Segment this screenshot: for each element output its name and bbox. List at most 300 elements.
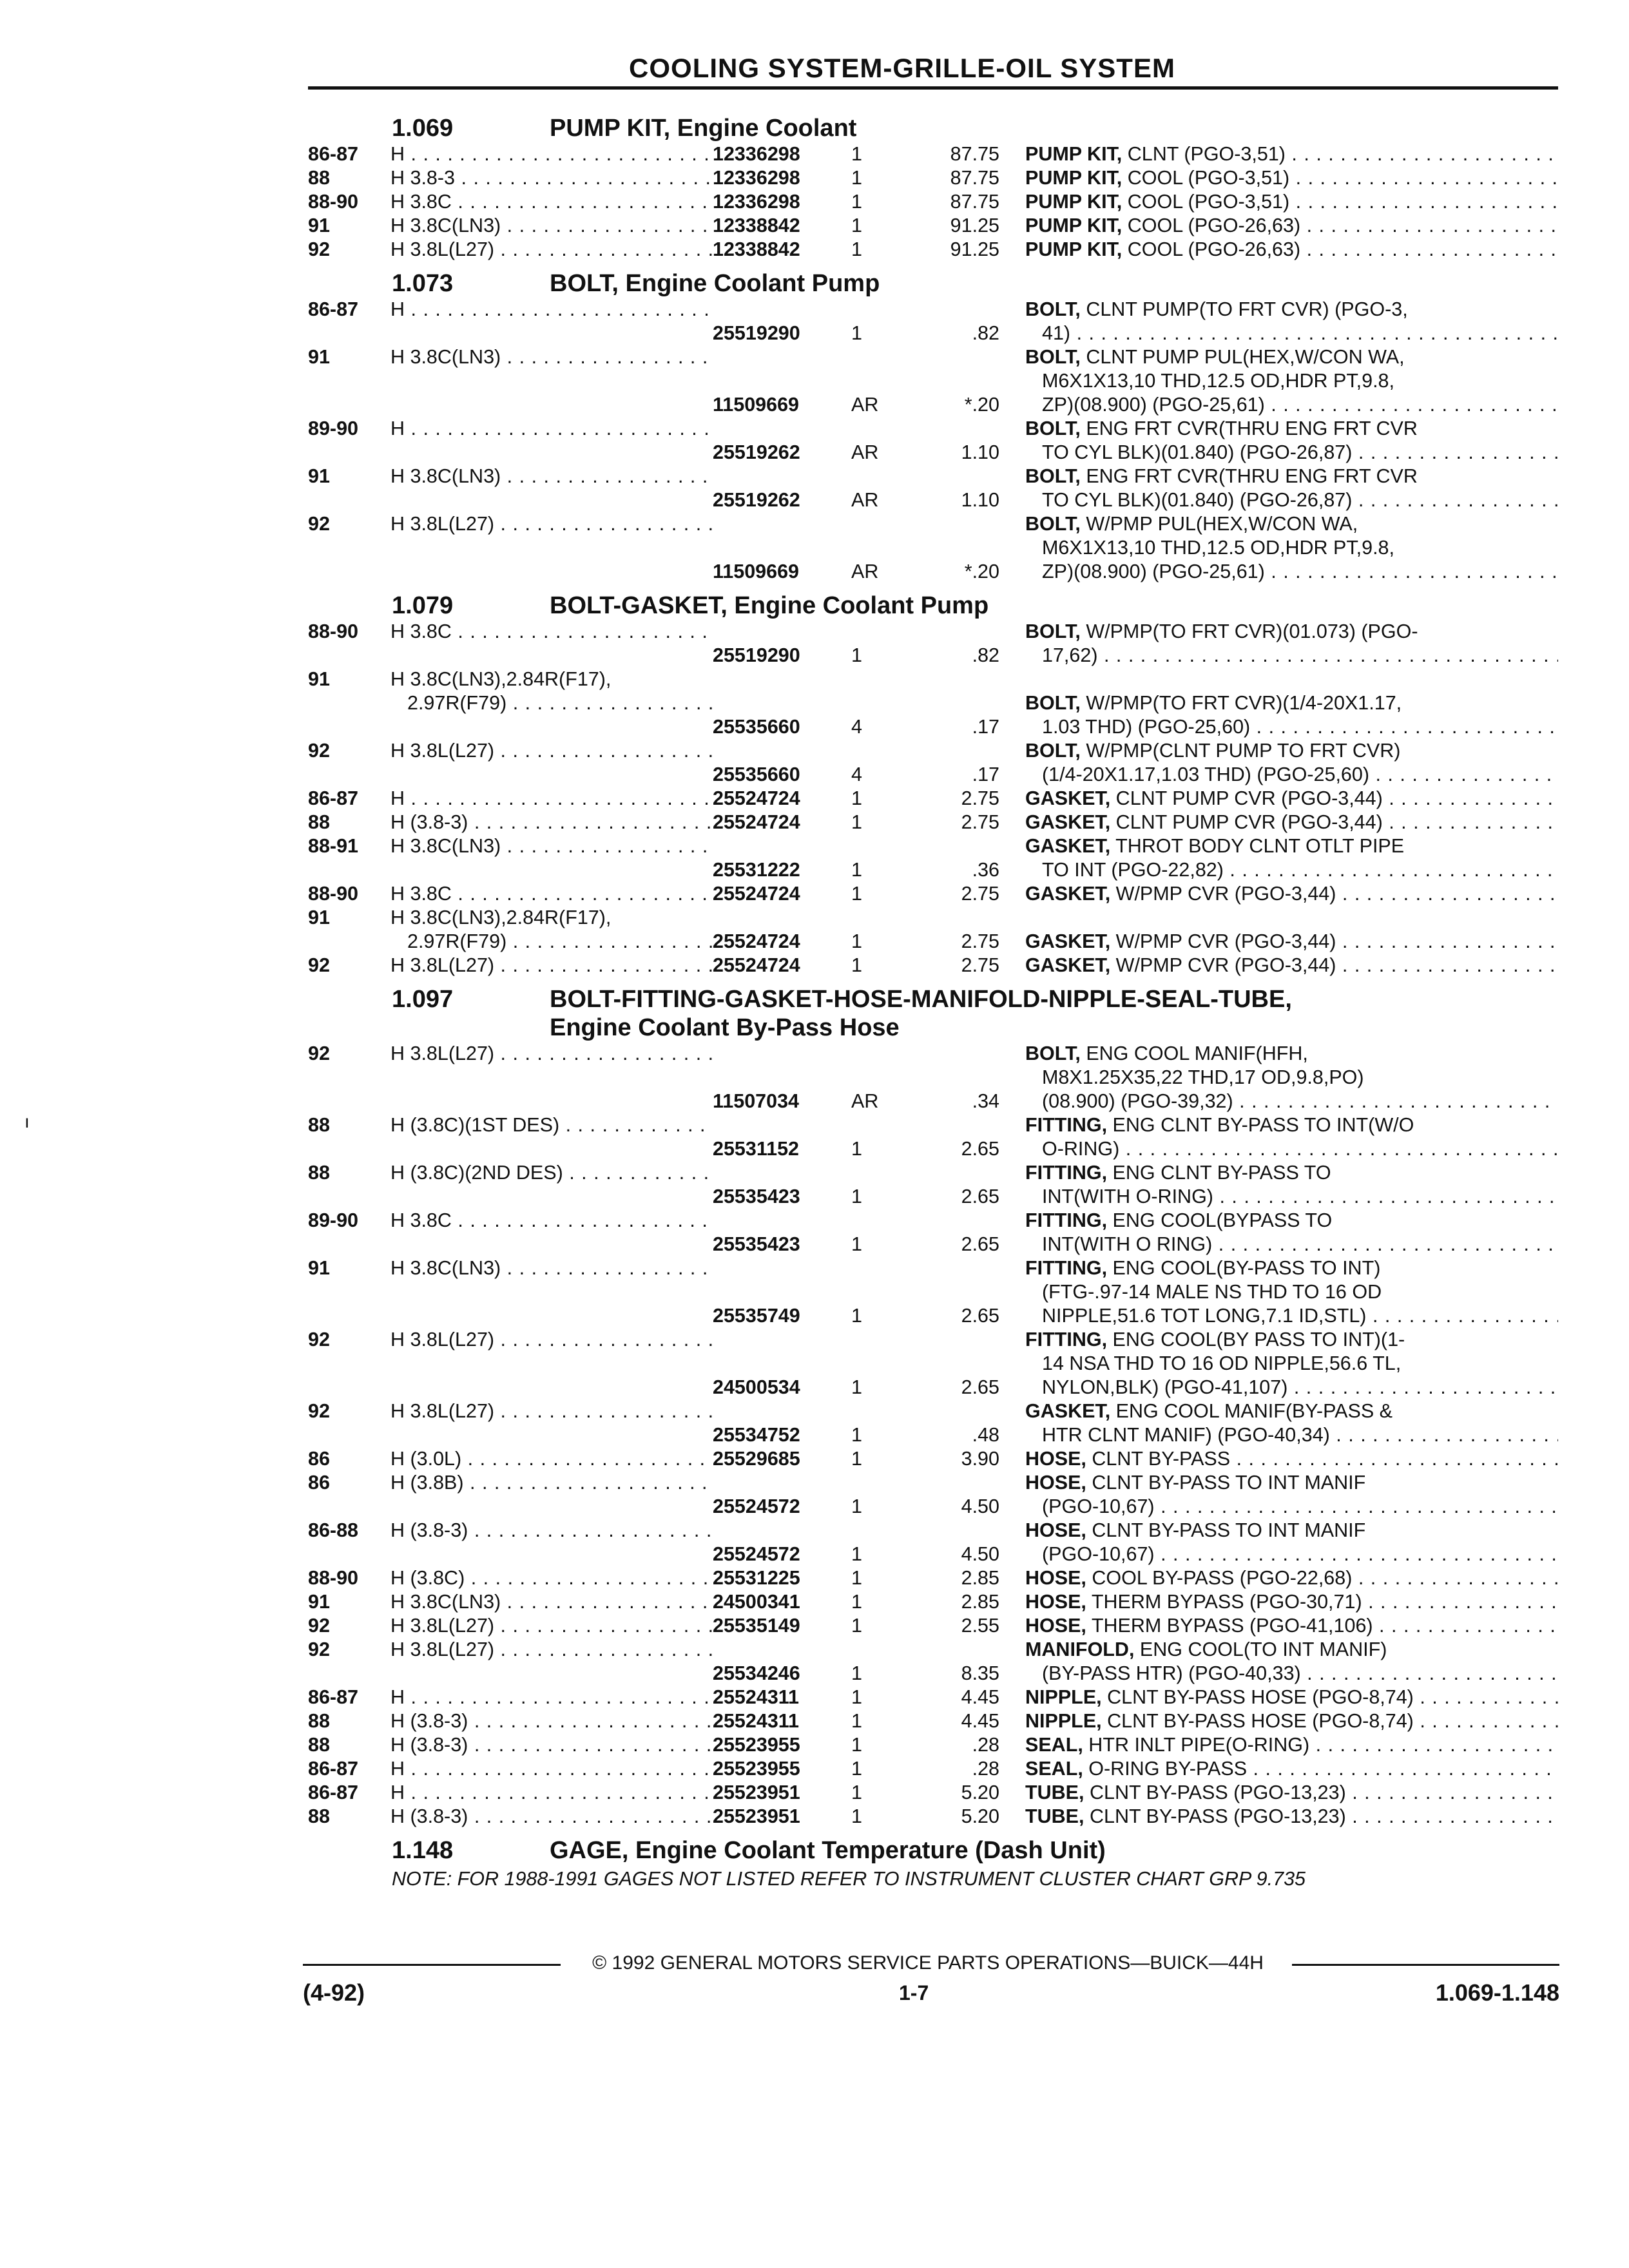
description-cell — [1025, 1328, 1558, 1399]
description-line: HOSE, CLNT BY-PASS TO INT MANIF — [1025, 1472, 1366, 1494]
description-line: 41) . . . — [1025, 322, 1558, 345]
year-cell: 92 — [308, 238, 330, 260]
part-number-cell: 25529685 — [713, 1448, 800, 1470]
price-cell: 87.75 — [950, 143, 999, 165]
year-cell: 86-87 — [308, 298, 359, 320]
quantity-cell: 1 — [851, 167, 862, 189]
model-line: H . . . — [390, 1757, 713, 1781]
quantity-cell: 1 — [851, 1591, 862, 1613]
section-number: 1.097 — [392, 986, 454, 1013]
description-cell — [1025, 739, 1558, 787]
model-line: 2.97R(F79) . . . — [390, 691, 713, 715]
footer-rule-left — [303, 1964, 561, 1966]
margin-mark: ı — [24, 1111, 30, 1131]
part-row — [308, 1805, 1558, 1829]
model-line: H (3.8C)(1ST DES) . . . — [390, 1113, 713, 1137]
part-row — [308, 1686, 1558, 1709]
description-line: NYLON,BLK) (PGO-41,107) . . . — [1025, 1376, 1558, 1399]
description-cell — [1025, 1614, 1558, 1638]
description-line: INT(WITH O RING) . . . — [1025, 1233, 1558, 1256]
description-line: SEAL, HTR INLT PIPE(O-RING) . . . — [1025, 1733, 1558, 1757]
quantity-cell: 1 — [851, 1138, 862, 1160]
description-line: BOLT, CLNT PUMP PUL(HEX,W/CON WA, — [1025, 346, 1405, 368]
description-line: NIPPLE, CLNT BY-PASS HOSE (PGO-8,74) . . . — [1025, 1709, 1558, 1733]
description-line: GASKET, ENG COOL MANIF(BY-PASS & — [1025, 1400, 1393, 1422]
part-number-cell: 25535660 — [713, 764, 800, 785]
description-line: M6X1X13,10 THD,12.5 OD,HDR PT,9.8, — [1042, 537, 1394, 559]
description-line: FITTING, ENG COOL(BYPASS TO — [1025, 1209, 1333, 1231]
part-row — [308, 906, 1558, 954]
year-cell: 89-90 — [308, 1209, 359, 1231]
part-number-cell: 11509669 — [713, 394, 800, 416]
year-cell: 92 — [308, 954, 330, 976]
model-line: H (3.8B) . . . — [390, 1471, 713, 1495]
year-cell: 92 — [308, 1639, 330, 1660]
description-cell — [1025, 882, 1558, 906]
part-number-cell: 25535660 — [713, 716, 800, 738]
description-cell — [1025, 1757, 1558, 1781]
section-title — [308, 591, 1558, 620]
price-cell: .28 — [972, 1734, 999, 1756]
description-line: BOLT, ENG FRT CVR(THRU ENG FRT CVR — [1025, 465, 1418, 487]
price-cell: 91.25 — [950, 215, 999, 236]
description-line: ZP)(08.900) (PGO-25,61) . . . — [1025, 560, 1558, 584]
model-line: H (3.8-3) . . . — [390, 1805, 713, 1829]
model-cell — [390, 190, 713, 214]
model-cell — [390, 620, 713, 644]
description-keyword: FITTING, — [1025, 1114, 1108, 1136]
part-row — [308, 1733, 1558, 1757]
description-keyword: PUMP KIT, — [1025, 215, 1123, 236]
description-keyword: BOLT, — [1025, 418, 1081, 439]
model-cell — [390, 1328, 713, 1352]
model-cell — [390, 1399, 713, 1423]
year-cell: 86 — [308, 1472, 330, 1494]
model-cell — [390, 1471, 713, 1495]
price-cell: 1.10 — [961, 441, 999, 463]
quantity-cell: 1 — [851, 1186, 862, 1207]
price-cell: 4.45 — [961, 1686, 999, 1708]
part-number-cell: 25523951 — [713, 1805, 800, 1827]
part-row — [308, 1519, 1558, 1566]
model-line: H . . . — [390, 787, 713, 811]
description-line: (1/4-20X1.17,1.03 THD) (PGO-25,60) . . . — [1025, 763, 1558, 787]
price-cell: 2.65 — [961, 1305, 999, 1327]
quantity-cell: AR — [851, 489, 879, 511]
section-name — [550, 591, 1558, 620]
description-line: TUBE, CLNT BY-PASS (PGO-13,23) . . . — [1025, 1781, 1558, 1805]
year-cell: 92 — [308, 740, 330, 762]
model-line: H 3.8C(LN3) . . . — [390, 345, 713, 369]
year-cell: 86-87 — [308, 1782, 359, 1803]
description-keyword: HOSE, — [1025, 1591, 1086, 1613]
part-row — [308, 1566, 1558, 1590]
model-line: H 3.8C(LN3) . . . — [390, 834, 713, 858]
description-cell — [1025, 1590, 1558, 1614]
part-number-cell: 11509669 — [713, 561, 800, 582]
model-cell — [390, 1709, 713, 1733]
part-number-cell: 25524724 — [713, 930, 800, 952]
model-line: H 3.8L(L27) . . . — [390, 1042, 713, 1066]
quantity-cell: 1 — [851, 1782, 862, 1803]
model-line: H (3.8-3) . . . — [390, 1709, 713, 1733]
model-cell — [390, 1638, 713, 1662]
price-cell: .82 — [972, 644, 999, 666]
model-cell — [390, 1566, 713, 1590]
description-line: TO INT (PGO-22,82) . . . — [1025, 858, 1558, 882]
part-row — [308, 1161, 1558, 1209]
description-keyword: FITTING, — [1025, 1209, 1108, 1231]
part-row — [308, 214, 1558, 238]
part-number-cell: 25524724 — [713, 883, 800, 905]
description-line: BOLT, W/PMP PUL(HEX,W/CON WA, — [1025, 513, 1358, 535]
description-line: GASKET, CLNT PUMP CVR (PGO-3,44) . . . — [1025, 787, 1558, 811]
description-line: 14 NSA THD TO 16 OD NIPPLE,56.6 TL, — [1042, 1352, 1402, 1374]
description-line: BOLT, W/PMP(TO FRT CVR)(01.073) (PGO- — [1025, 620, 1418, 642]
year-cell: 91 — [308, 1257, 330, 1279]
model-line: H (3.8-3) . . . — [390, 1733, 713, 1757]
price-cell: 2.65 — [961, 1138, 999, 1160]
description-keyword: FITTING, — [1025, 1162, 1108, 1184]
part-number-cell: 25534246 — [713, 1662, 800, 1684]
description-keyword: NIPPLE, — [1025, 1686, 1102, 1708]
description-keyword: BOLT, — [1025, 298, 1081, 320]
model-line: H 3.8C(LN3) . . . — [390, 1256, 713, 1280]
price-cell: 2.65 — [961, 1233, 999, 1255]
part-number-cell: 25524572 — [713, 1495, 800, 1517]
model-line: H . . . — [390, 298, 713, 322]
description-line: PUMP KIT, COOL (PGO-26,63) . . . — [1025, 214, 1558, 238]
model-line: H 3.8L(L27) . . . — [390, 1638, 713, 1662]
description-cell — [1025, 1161, 1558, 1209]
model-line: H (3.0L) . . . — [390, 1447, 713, 1471]
price-cell: .48 — [972, 1424, 999, 1446]
part-row — [308, 512, 1558, 584]
price-cell: 1.10 — [961, 489, 999, 511]
section-name — [550, 985, 1558, 1042]
description-keyword: HOSE, — [1025, 1519, 1086, 1541]
part-number-cell: 25519290 — [713, 644, 800, 666]
description-keyword: GASKET, — [1025, 1400, 1111, 1422]
section-name-line: BOLT, Engine Coolant Pump — [550, 270, 880, 297]
description-keyword: HOSE, — [1025, 1615, 1086, 1637]
description-keyword: NIPPLE, — [1025, 1710, 1102, 1732]
part-row — [308, 739, 1558, 787]
model-line: H 3.8C(LN3) . . . — [390, 465, 713, 488]
description-cell — [1025, 1209, 1558, 1256]
description-cell — [1025, 620, 1558, 668]
quantity-cell: 1 — [851, 1448, 862, 1470]
description-line: PUMP KIT, COOL (PGO-26,63) . . . — [1025, 238, 1558, 262]
description-cell — [1025, 1042, 1558, 1113]
price-cell: 87.75 — [950, 191, 999, 213]
price-cell: 4.45 — [961, 1710, 999, 1732]
price-cell: 2.75 — [961, 787, 999, 809]
description-cell — [1025, 345, 1558, 417]
description-keyword: GASKET, — [1025, 954, 1111, 976]
model-line: H 3.8C(LN3),2.84R(F17), — [390, 907, 612, 928]
price-cell: 5.20 — [961, 1805, 999, 1827]
part-number-cell: 25523955 — [713, 1758, 800, 1780]
price-cell: 5.20 — [961, 1782, 999, 1803]
section-1-073 — [308, 269, 1558, 584]
year-cell: 92 — [308, 1329, 330, 1350]
part-row — [308, 1042, 1558, 1113]
price-cell: 2.85 — [961, 1591, 999, 1613]
footer-copyright: © 1992 GENERAL MOTORS SERVICE PARTS OPERATIONS—BUICK—44H — [592, 1952, 1264, 1974]
description-keyword: HOSE, — [1025, 1567, 1086, 1589]
quantity-cell: AR — [851, 394, 879, 416]
model-cell — [390, 345, 713, 369]
price-cell: 2.55 — [961, 1615, 999, 1637]
part-row — [308, 954, 1558, 977]
section-1-148 — [308, 1836, 1558, 1891]
description-keyword: GASKET, — [1025, 787, 1111, 809]
description-cell — [1025, 1399, 1558, 1447]
price-cell: .28 — [972, 1758, 999, 1780]
model-line: H 3.8C(LN3),2.84R(F17), — [390, 668, 612, 690]
part-row — [308, 238, 1558, 262]
model-cell — [390, 298, 713, 322]
model-cell — [390, 954, 713, 977]
description-line: (FTG-.97-14 MALE NS THD TO 16 OD — [1042, 1281, 1382, 1303]
description-keyword: GASKET, — [1025, 883, 1111, 905]
quantity-cell: 1 — [851, 859, 862, 881]
quantity-cell: 1 — [851, 954, 862, 976]
model-cell — [390, 668, 713, 715]
part-number-cell: 25524311 — [713, 1710, 800, 1732]
part-row — [308, 787, 1558, 811]
description-line: FITTING, ENG CLNT BY-PASS TO — [1025, 1162, 1331, 1184]
description-line: (BY-PASS HTR) (PGO-40,33) . . . — [1025, 1662, 1558, 1686]
description-line: PUMP KIT, CLNT (PGO-3,51) . . . — [1025, 142, 1558, 166]
year-cell: 88 — [308, 1710, 330, 1732]
description-keyword: PUMP KIT, — [1025, 238, 1123, 260]
year-cell: 92 — [308, 1615, 330, 1637]
description-keyword: BOLT, — [1025, 513, 1081, 535]
part-number-cell: 25535149 — [713, 1615, 800, 1637]
description-keyword: BOLT, — [1025, 346, 1081, 368]
description-line: BOLT, ENG FRT CVR(THRU ENG FRT CVR — [1025, 418, 1418, 439]
section-title — [308, 985, 1558, 1042]
description-keyword: PUMP KIT, — [1025, 143, 1123, 165]
footer-rule-right — [1292, 1964, 1559, 1966]
model-cell — [390, 1614, 713, 1638]
description-keyword: BOLT, — [1025, 692, 1081, 714]
quantity-cell: 1 — [851, 930, 862, 952]
part-number-cell: 12336298 — [713, 191, 800, 213]
description-line: HTR CLNT MANIF) (PGO-40,34) . . . — [1025, 1423, 1558, 1447]
quantity-cell: 1 — [851, 143, 862, 165]
description-line: (PGO-10,67) . . . — [1025, 1495, 1558, 1519]
year-cell: 88 — [308, 167, 330, 189]
description-keyword: PUMP KIT, — [1025, 191, 1123, 213]
description-cell — [1025, 787, 1558, 811]
part-row — [308, 417, 1558, 465]
year-cell: 88-90 — [308, 883, 359, 905]
quantity-cell: AR — [851, 561, 879, 582]
description-cell — [1025, 512, 1558, 584]
section-1-079 — [308, 591, 1558, 977]
part-row — [308, 1328, 1558, 1399]
part-number-cell: 12338842 — [713, 215, 800, 236]
footer-page-number: 1-7 — [899, 1981, 929, 2004]
model-cell — [390, 739, 713, 763]
price-cell: .34 — [972, 1090, 999, 1112]
description-line: FITTING, ENG CLNT BY-PASS TO INT(W/O — [1025, 1114, 1414, 1136]
description-line: TO CYL BLK)(01.840) (PGO-26,87) . . . — [1025, 488, 1558, 512]
year-cell: 88 — [308, 811, 330, 833]
model-line: H 3.8L(L27) . . . — [390, 1614, 713, 1638]
description-cell — [1025, 1471, 1558, 1519]
description-line: GASKET, W/PMP CVR (PGO-3,44) . . . — [1025, 954, 1558, 977]
model-cell — [390, 787, 713, 811]
model-line: H 3.8L(L27) . . . — [390, 954, 713, 977]
description-cell — [1025, 298, 1558, 345]
quantity-cell: 1 — [851, 238, 862, 260]
year-cell: 88 — [308, 1114, 330, 1136]
year-cell: 86-87 — [308, 1758, 359, 1780]
year-cell: 92 — [308, 1043, 330, 1064]
description-keyword: PUMP KIT, — [1025, 167, 1123, 189]
description-keyword: TUBE, — [1025, 1782, 1084, 1803]
model-cell — [390, 238, 713, 262]
model-cell — [390, 166, 713, 190]
year-cell: 89-90 — [308, 418, 359, 439]
model-line: H 3.8L(L27) . . . — [390, 238, 713, 262]
description-cell — [1025, 214, 1558, 238]
part-row — [308, 465, 1558, 512]
model-cell — [390, 1161, 713, 1185]
description-line — [1025, 906, 1558, 930]
description-cell — [1025, 142, 1558, 166]
description-keyword: SEAL, — [1025, 1734, 1083, 1756]
price-cell: 8.35 — [961, 1662, 999, 1684]
part-number-cell: 25531152 — [713, 1138, 800, 1160]
parts-list — [308, 106, 1558, 1891]
section-number: 1.069 — [392, 115, 454, 142]
quantity-cell: 1 — [851, 1376, 862, 1398]
description-line: HOSE, THERM BYPASS (PGO-41,106) . . . — [1025, 1614, 1558, 1638]
section-name-line: Engine Coolant By-Pass Hose — [550, 1014, 900, 1041]
quantity-cell: 1 — [851, 191, 862, 213]
quantity-cell: 1 — [851, 1424, 862, 1446]
model-line: H 3.8L(L27) . . . — [390, 1399, 713, 1423]
part-number-cell: 25524724 — [713, 811, 800, 833]
model-line: H (3.8-3) . . . — [390, 811, 713, 834]
description-keyword: HOSE, — [1025, 1472, 1086, 1494]
quantity-cell: 1 — [851, 883, 862, 905]
description-cell — [1025, 906, 1558, 954]
section-1-097 — [308, 985, 1558, 1829]
description-cell — [1025, 1638, 1558, 1686]
model-line: H (3.8C)(2ND DES) . . . — [390, 1161, 713, 1185]
description-line: GASKET, W/PMP CVR (PGO-3,44) . . . — [1025, 930, 1558, 954]
description-line: HOSE, THERM BYPASS (PGO-30,71) . . . — [1025, 1590, 1558, 1614]
description-line — [1025, 668, 1558, 691]
section-name-line: BOLT-GASKET, Engine Coolant Pump — [550, 592, 989, 619]
part-row — [308, 834, 1558, 882]
price-cell: 87.75 — [950, 167, 999, 189]
part-row — [308, 298, 1558, 345]
description-line: ZP)(08.900) (PGO-25,61) . . . — [1025, 393, 1558, 417]
model-cell — [390, 1805, 713, 1829]
quantity-cell: 1 — [851, 215, 862, 236]
description-keyword: BOLT, — [1025, 1043, 1081, 1064]
quantity-cell: 1 — [851, 1710, 862, 1732]
part-number-cell: 25524724 — [713, 954, 800, 976]
section-name-line: BOLT-FITTING-GASKET-HOSE-MANIFOLD-NIPPLE-SEAL-TUBE, — [550, 986, 1292, 1013]
price-cell: .36 — [972, 859, 999, 881]
part-number-cell: 25519262 — [713, 489, 800, 511]
part-number-cell: 25524724 — [713, 787, 800, 809]
part-row — [308, 1209, 1558, 1256]
description-line: 17,62) . . . — [1025, 644, 1558, 668]
model-cell — [390, 1113, 713, 1137]
header-rule — [308, 86, 1558, 90]
section-note: NOTE: FOR 1988-1991 GAGES NOT LISTED REFER TO INSTRUMENT CLUSTER CHART GRP 9.735 — [392, 1868, 1306, 1890]
part-number-cell: 25524572 — [713, 1543, 800, 1565]
description-line: SEAL, O-RING BY-PASS . . . — [1025, 1757, 1558, 1781]
section-name — [550, 1836, 1558, 1865]
model-line: 2.97R(F79) . . . — [390, 930, 713, 954]
year-cell: 86 — [308, 1448, 330, 1470]
part-row — [308, 1614, 1558, 1638]
price-cell: 3.90 — [961, 1448, 999, 1470]
part-row — [308, 668, 1558, 739]
model-line: H . . . — [390, 1686, 713, 1709]
year-cell: 86-87 — [308, 143, 359, 165]
description-cell — [1025, 1519, 1558, 1566]
model-line: H 3.8L(L27) . . . — [390, 1328, 713, 1352]
part-row — [308, 1447, 1558, 1471]
model-line: H 3.8C . . . — [390, 190, 713, 214]
year-cell: 86-88 — [308, 1519, 359, 1541]
part-number-cell: 25523951 — [713, 1782, 800, 1803]
description-cell — [1025, 1447, 1558, 1471]
part-number-cell: 12336298 — [713, 143, 800, 165]
model-cell — [390, 1256, 713, 1280]
description-line: FITTING, ENG COOL(BY-PASS TO INT) — [1025, 1257, 1381, 1279]
description-line: GASKET, CLNT PUMP CVR (PGO-3,44) . . . — [1025, 811, 1558, 834]
section-number: 1.079 — [392, 592, 454, 619]
description-line: BOLT, CLNT PUMP(TO FRT CVR) (PGO-3, — [1025, 298, 1408, 320]
description-keyword: BOLT, — [1025, 740, 1081, 762]
price-cell: 2.75 — [961, 811, 999, 833]
price-cell: .82 — [972, 322, 999, 344]
description-keyword: FITTING, — [1025, 1257, 1108, 1279]
year-cell: 88 — [308, 1734, 330, 1756]
part-row — [308, 1256, 1558, 1328]
description-keyword: MANIFOLD, — [1025, 1639, 1135, 1660]
model-line: H . . . — [390, 417, 713, 441]
quantity-cell: 1 — [851, 1686, 862, 1708]
part-number-cell: 24500534 — [713, 1376, 800, 1398]
part-row — [308, 620, 1558, 668]
quantity-cell: 1 — [851, 322, 862, 344]
quantity-cell: 1 — [851, 811, 862, 833]
part-row — [308, 190, 1558, 214]
description-cell — [1025, 1805, 1558, 1829]
price-cell: .17 — [972, 764, 999, 785]
part-row — [308, 166, 1558, 190]
section-title — [308, 269, 1558, 298]
year-cell: 88-91 — [308, 835, 359, 857]
quantity-cell: AR — [851, 1090, 879, 1112]
part-number-cell: 25534752 — [713, 1424, 800, 1446]
model-cell — [390, 882, 713, 906]
model-cell — [390, 465, 713, 488]
